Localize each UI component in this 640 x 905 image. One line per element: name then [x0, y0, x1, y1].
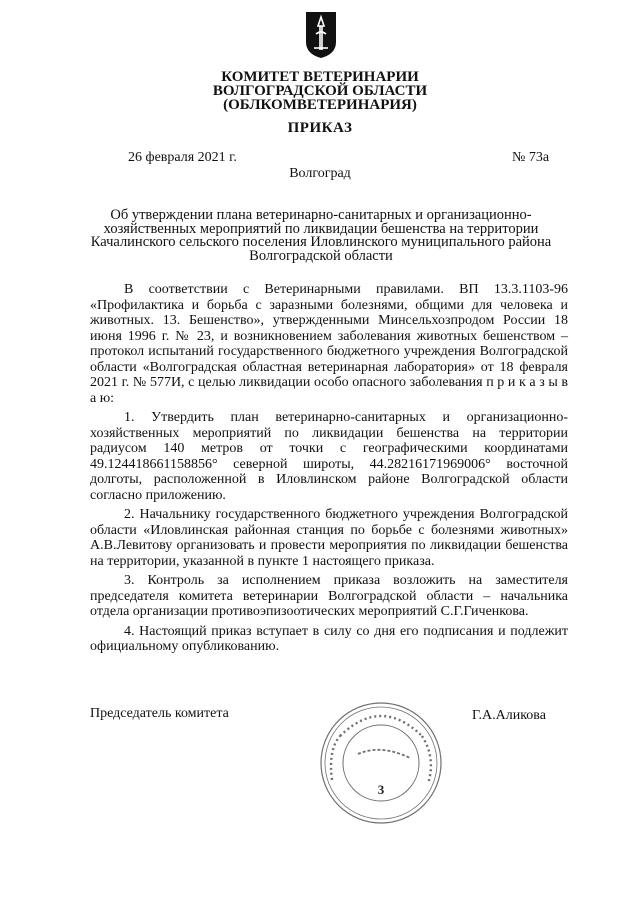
- document-city: Волгоград: [289, 166, 351, 181]
- signer-title: Председатель комитета: [90, 706, 229, 721]
- body-paragraph-2: 2. Начальнику государственного бюджетного учреждения Волгоградской области «Иловлинская районная станция по борьбе с болезнями животных» А.В.Левитову организовать и провести мероприятия по ликвидации бешенства на территории, указанной в пункте 1 настоящего приказа.: [90, 507, 568, 569]
- document-body: [90, 282, 568, 659]
- official-stamp-icon: [318, 700, 444, 826]
- org-line-1: КОМИТЕТ ВЕТЕРИНАРИИ: [221, 69, 419, 85]
- stamp-center-number: 3: [377, 782, 385, 797]
- org-line-2: ВОЛГОГРАДСКОЙ ОБЛАСТИ: [212, 83, 428, 99]
- document-date: 26 февраля 2021 г.: [128, 150, 237, 165]
- organization-name: [150, 70, 490, 112]
- subject-line-4: Волгоградской области: [249, 247, 393, 264]
- body-paragraph-3: 3. Контроль за исполнением приказа возложить на заместителя председателя комитета ветеринарии Волгоградской области – начальника отдела организации противоэпизоотических мероприятий С.Г.Гиченкова.: [90, 573, 568, 619]
- coat-of-arms-icon: [304, 8, 338, 60]
- body-paragraph-1: 1. Утвердить план ветеринарно-санитарных и организационно-хозяйственных мероприятий по ликвидации бешенства на территории радиусом 140 метров от точки с географическими координатами 49.124418661158856° северной широты, 44.28216171969006° восточной долготы, расположенной в Иловлинском районе Волгоградской области согласно приложению.: [90, 410, 568, 503]
- body-paragraph-preamble: В соответствии с Ветеринарными правилами. ВП 13.3.1103-96 «Профилактика и борьба с заразными болезнями, общими для человека и животных. 13. Бешенство», утвержденными Минсельхозпродом России 18 июня 1996 г. № 23, и возникновением заболевания животных бешенством – протокол испытаний государственного бюджетного учреждения Волгоградской области «Волгоградская областная ветеринарная лаборатория» от 18 февраля 2021 г. № 577И, с целью ликвидации особо опасного заболевания п р и к а з ы в а ю:: [90, 282, 568, 406]
- document-subject: [86, 209, 556, 263]
- signer-name: Г.А.Аликова: [472, 708, 546, 723]
- org-line-3: (ОБЛКОМВЕТЕРИНАРИЯ): [223, 97, 417, 113]
- subject-line-3: Качалинского сельского поселения Иловлинского муниципального района: [90, 234, 552, 250]
- document-number: № 73а: [512, 150, 550, 165]
- document-type: ПРИКАЗ: [287, 120, 353, 136]
- subject-line-1: Об утверждении плана ветеринарно-санитарных и организационно-: [110, 207, 532, 223]
- subject-line-2: хозяйственных мероприятий по ликвидации бешенства на территории: [103, 220, 539, 237]
- body-paragraph-4: 4. Настоящий приказ вступает в силу со дня его подписания и подлежит официальному опубликованию.: [90, 623, 568, 654]
